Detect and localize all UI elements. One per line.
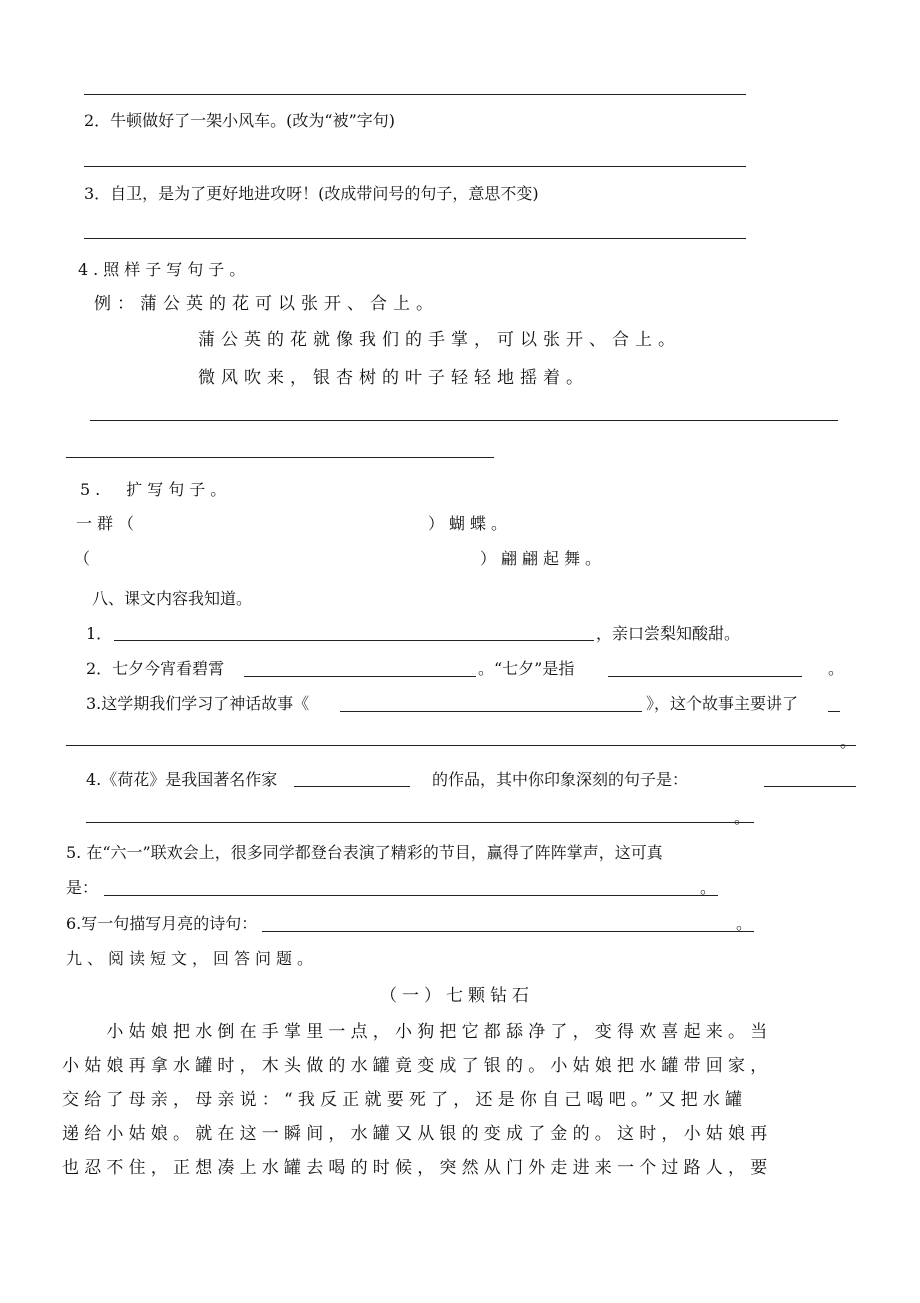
expand-line-1-start: 一群（ xyxy=(76,514,140,533)
answer-line[interactable] xyxy=(66,457,494,458)
s8-q2-mid: 。“七夕”是指 xyxy=(478,659,575,678)
answer-line[interactable] xyxy=(84,166,746,167)
expand-line-1-end: ）蝴蝶。 xyxy=(428,514,513,533)
question-4-title: 4.照样子写句子。 xyxy=(78,260,251,279)
s8-q4-prefix: 4.《荷花》是我国著名作家 xyxy=(86,770,278,789)
s8-q6-end: 。 xyxy=(736,914,753,933)
passage-line: 交给了母亲，母亲说：“我反正就要死了，还是你自己喝吧。”又把水罐 xyxy=(62,1090,748,1110)
section-9-title: 九、阅读短文，回答问题。 xyxy=(66,949,319,968)
s8-q3-answer-line[interactable] xyxy=(66,745,856,746)
s8-q5-line-1: 5. 在“六一”联欢会上，很多同学都登台表演了精彩的节目，赢得了阵阵掌声，这可真 xyxy=(66,843,663,862)
s8-q3-prefix: 3.这学期我们学习了神话故事《 xyxy=(86,694,310,713)
example-answer: 蒲公英的花就像我们的手掌，可以张开、合上。 xyxy=(198,330,681,350)
s8-q1-suffix: ，亲口尝梨知酸甜。 xyxy=(596,624,741,643)
s8-q2-blank-2[interactable] xyxy=(608,656,802,677)
passage-line: 递给小姑娘。就在这一瞬间，水罐又从银的变成了金的。这时，小姑娘再 xyxy=(62,1124,773,1144)
question-5-title: 5. 扩写句子。 xyxy=(80,480,232,499)
passage-line: 小姑娘把水倒在手掌里一点，小狗把它都舔净了，变得欢喜起来。当 xyxy=(62,1022,773,1042)
s8-q1-blank[interactable] xyxy=(114,620,594,641)
s8-q3-mid: 》，这个故事主要讲了 xyxy=(646,694,799,713)
s8-q1-prefix: 1． xyxy=(86,624,113,643)
s8-q4-answer-line[interactable] xyxy=(86,822,754,823)
s8-q3-end: 。 xyxy=(840,732,857,751)
s8-q4-mid: 的作品，其中你印象深刻的句子是： xyxy=(432,770,689,789)
answer-line[interactable] xyxy=(84,94,746,95)
passage-text xyxy=(62,1015,848,1185)
section-8-title: 八、课文内容我知道。 xyxy=(92,589,253,608)
s8-q2-end: 。 xyxy=(828,659,845,678)
s8-q5-end: 。 xyxy=(700,878,717,897)
s8-q3-blank-2[interactable] xyxy=(828,691,840,712)
expand-line-2-end: ）翩翩起舞。 xyxy=(480,549,607,568)
s8-q5-blank[interactable] xyxy=(104,875,718,896)
task-sentence: 微风吹来，银杏树的叶子轻轻地摇着。 xyxy=(198,368,589,388)
question-2-rewrite: 2．牛顿做好了一架小风车。(改为“被”字句) xyxy=(84,111,396,130)
s8-q6-prefix: 6.写一句描写月亮的诗句： xyxy=(66,914,258,933)
s8-q5-prefix: 是： xyxy=(66,878,99,897)
answer-line[interactable] xyxy=(90,420,838,421)
example-sentence: 例：蒲公英的花可以张开、合上。 xyxy=(94,294,439,314)
s8-q3-blank-1[interactable] xyxy=(340,691,642,712)
s8-q6-blank[interactable] xyxy=(262,911,754,932)
answer-line[interactable] xyxy=(84,238,746,239)
passage-title: （一）七颗钻石 xyxy=(380,986,534,1006)
s8-q2-prefix: 2．七夕今宵看碧霄 xyxy=(86,659,225,678)
passage-line: 也忍不住，正想凑上水罐去喝的时候，突然从门外走进来一个过路人，要 xyxy=(62,1158,773,1178)
s8-q4-end: 。 xyxy=(734,808,751,827)
passage-line: 小姑娘再拿水罐时，木头做的水罐竟变成了银的。小姑娘把水罐带回家， xyxy=(62,1056,773,1076)
expand-line-2-start: （ xyxy=(74,549,96,568)
s8-q2-blank-1[interactable] xyxy=(244,656,476,677)
s8-q4-author-blank[interactable] xyxy=(294,766,410,787)
question-3-rewrite: 3．自卫，是为了更好地进攻呀！(改成带问号的句子，意思不变) xyxy=(84,184,539,203)
s8-q4-blank-2[interactable] xyxy=(764,766,856,787)
